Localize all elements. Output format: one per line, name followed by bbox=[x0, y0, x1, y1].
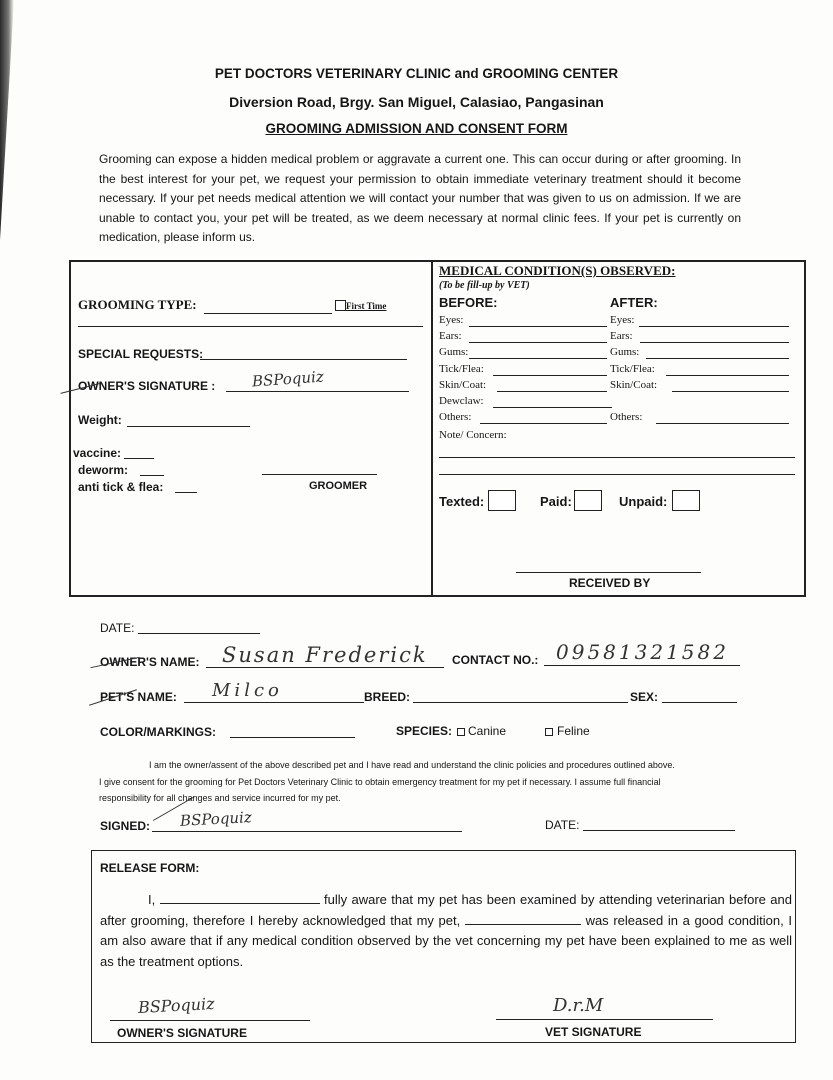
breed-label: BREED: bbox=[364, 690, 411, 704]
after-item-field[interactable] bbox=[666, 375, 789, 376]
after-item-label: Skin/Coat: bbox=[610, 378, 658, 391]
before-item-field[interactable] bbox=[493, 375, 607, 376]
before-item-field[interactable] bbox=[469, 342, 607, 343]
note-line-1[interactable] bbox=[439, 457, 795, 458]
vet-signature-line[interactable] bbox=[496, 1019, 713, 1020]
before-item-label: Ears: bbox=[439, 330, 462, 343]
canine-label: Canine bbox=[468, 724, 507, 738]
antitick-field[interactable] bbox=[175, 492, 197, 493]
before-heading: BEFORE: bbox=[439, 295, 498, 310]
pet-name-label: PET'S NAME: bbox=[100, 690, 177, 704]
first-time-checkbox[interactable] bbox=[335, 300, 346, 311]
owner-name-handwriting: Susan Frederick bbox=[222, 643, 428, 667]
feline-checkbox[interactable] bbox=[545, 728, 553, 736]
feline-label: Feline bbox=[557, 724, 590, 738]
medical-title: MEDICAL CONDITION(S) OBSERVED: bbox=[439, 263, 676, 278]
owner-signature-handwriting: BSPoquiz bbox=[251, 367, 325, 391]
received-by-label: RECEIVED BY bbox=[569, 576, 651, 590]
consent-text bbox=[99, 757, 747, 807]
release-title: RELEASE FORM: bbox=[100, 861, 200, 875]
medical-subtitle: (To be fill-up by VET) bbox=[439, 280, 530, 291]
contact-handwriting: 09581321582 bbox=[556, 640, 729, 664]
before-item-label: Others: bbox=[439, 411, 472, 424]
groomer-label: GROOMER bbox=[309, 480, 368, 492]
signed-handwriting: BSPoquiz bbox=[179, 808, 253, 830]
received-by-line[interactable] bbox=[516, 572, 701, 573]
release-owner-signature-label: OWNER'S SIGNATURE bbox=[117, 1026, 247, 1040]
grooming-type-extra-line[interactable] bbox=[78, 326, 423, 327]
after-item-label: Others: bbox=[610, 411, 643, 424]
color-field[interactable] bbox=[230, 737, 355, 738]
after-item-label: Ears: bbox=[610, 330, 633, 343]
weight-field[interactable] bbox=[127, 426, 250, 427]
weight-label: Weight: bbox=[78, 413, 122, 427]
paid-label: Paid: bbox=[540, 494, 572, 509]
after-item-label: Tick/Flea: bbox=[610, 362, 655, 375]
vet-signature-handwriting: D.r.M bbox=[553, 995, 604, 1016]
antitick-label: anti tick & flea: bbox=[78, 480, 164, 494]
after-item-field[interactable] bbox=[639, 326, 789, 327]
color-label: COLOR/MARKINGS: bbox=[100, 725, 216, 739]
intro-paragraph: Grooming can expose a hidden medical problem or aggravate a current one. This can occur during or after grooming. In the best interest for your pet, we request your permission to obtain immediate veterinary treatment should it become necessary. If your pet needs medical attention we will contact your number that was given to us on admission. If we are unable to contact you, your pet will be treated, as we deem necessary at normal clinic fees. If your pet is currently on medication, please inform us. bbox=[99, 152, 741, 244]
signed-field[interactable] bbox=[152, 831, 462, 832]
grooming-type-label: GROOMING TYPE: bbox=[78, 297, 197, 312]
breed-field[interactable] bbox=[413, 702, 628, 703]
consent-date-field[interactable] bbox=[583, 830, 735, 831]
release-end: was released in a good condition, I am also aware that if any medical condition observed by the vet concerning my pet have been explained to me as well as the treatment options. bbox=[100, 912, 792, 969]
before-item-field[interactable] bbox=[469, 326, 607, 327]
before-item-label: Eyes: bbox=[439, 314, 464, 326]
after-item-field[interactable] bbox=[646, 358, 789, 359]
release-paragraph bbox=[100, 890, 792, 972]
species-label: SPECIES: bbox=[396, 724, 453, 738]
owner-name-field[interactable] bbox=[206, 667, 444, 668]
consent-line-2: I give consent for the grooming for Pet Doctors Veterinary Clinic to obtain emergency treatment for my pet if necessary. I assume full financial bbox=[99, 776, 661, 787]
special-requests-field[interactable] bbox=[200, 359, 407, 360]
clinic-address: Diversion Road, Brgy. San Miguel, Calasiao, Pangasinan bbox=[229, 94, 604, 110]
deworm-field[interactable] bbox=[140, 475, 164, 476]
deworm-label: deworm: bbox=[78, 463, 129, 477]
after-item-field[interactable] bbox=[672, 391, 789, 392]
after-item-label: Gums: bbox=[610, 346, 640, 359]
before-item-field[interactable] bbox=[469, 358, 607, 359]
vaccine-field[interactable] bbox=[124, 458, 154, 459]
texted-label: Texted: bbox=[439, 494, 485, 509]
before-item-label: Dewclaw: bbox=[439, 395, 484, 407]
consent-date-label: DATE: bbox=[545, 818, 580, 832]
note-label: Note/ Concern: bbox=[439, 429, 507, 441]
groomer-signature-line[interactable] bbox=[262, 474, 377, 475]
after-item-label: Eyes: bbox=[610, 314, 635, 326]
after-item-field[interactable] bbox=[656, 423, 789, 424]
before-item-field[interactable] bbox=[480, 423, 607, 424]
consent-line-3: responsibility for all changes and service incurred for my pet. bbox=[99, 793, 341, 803]
contact-label: CONTACT NO.: bbox=[452, 653, 539, 667]
sex-label: SEX: bbox=[630, 690, 659, 704]
date-field[interactable] bbox=[138, 633, 260, 634]
form-title: GROOMING ADMISSION AND CONSENT FORM bbox=[265, 121, 568, 136]
note-line-2[interactable] bbox=[439, 474, 795, 475]
sex-field[interactable] bbox=[662, 702, 737, 703]
unpaid-checkbox[interactable] bbox=[672, 490, 700, 511]
date-label: DATE: bbox=[100, 621, 135, 635]
canine-checkbox[interactable] bbox=[457, 728, 465, 736]
contact-field[interactable] bbox=[544, 665, 740, 666]
before-item-label: Gums: bbox=[439, 346, 469, 359]
clinic-name: PET DOCTORS VETERINARY CLINIC and GROOMING CENTER bbox=[214, 66, 619, 81]
signed-label: SIGNED: bbox=[100, 819, 151, 833]
owner-signature-field[interactable] bbox=[226, 391, 409, 392]
before-item-field[interactable] bbox=[497, 391, 607, 392]
grooming-type-field[interactable] bbox=[204, 313, 332, 314]
before-item-field[interactable] bbox=[493, 407, 612, 408]
release-owner-signature-line[interactable] bbox=[110, 1020, 310, 1021]
pet-name-handwriting: Milco bbox=[212, 680, 283, 701]
vet-signature-label: VET SIGNATURE bbox=[545, 1025, 642, 1039]
vaccine-label: vaccine: bbox=[73, 446, 122, 460]
paid-checkbox[interactable] bbox=[574, 490, 602, 511]
special-requests-label: SPECIAL REQUESTS: bbox=[78, 347, 204, 361]
release-owner-name-field[interactable] bbox=[160, 891, 320, 904]
first-time-label: First Time bbox=[346, 301, 387, 311]
release-owner-signature-handwriting: BSPoquiz bbox=[137, 994, 216, 1017]
pet-name-field[interactable] bbox=[184, 702, 364, 703]
box-divider bbox=[431, 262, 433, 595]
after-heading: AFTER: bbox=[610, 295, 658, 310]
before-item-label: Skin/Coat: bbox=[439, 378, 487, 391]
unpaid-label: Unpaid: bbox=[619, 494, 668, 509]
release-start: I, bbox=[148, 892, 156, 907]
before-item-label: Tick/Flea: bbox=[439, 362, 484, 375]
owner-signature-label: OWNER'S SIGNATURE : bbox=[78, 379, 216, 393]
consent-line-1: I am the owner/assent of the above described pet and I have read and understand the clinic policies and procedures outlined above. bbox=[149, 760, 675, 770]
release-pet-name-field[interactable] bbox=[465, 912, 581, 925]
release-rest: fully aware that my pet has been examined by attending veterinarian before and after grooming, therefore I hereby acknowledged that my pet, bbox=[100, 892, 792, 928]
texted-checkbox[interactable] bbox=[488, 490, 516, 511]
after-item-field[interactable] bbox=[640, 342, 789, 343]
scan-edge-shadow bbox=[0, 0, 14, 240]
owner-name-label: OWNER'S NAME: bbox=[100, 655, 200, 669]
